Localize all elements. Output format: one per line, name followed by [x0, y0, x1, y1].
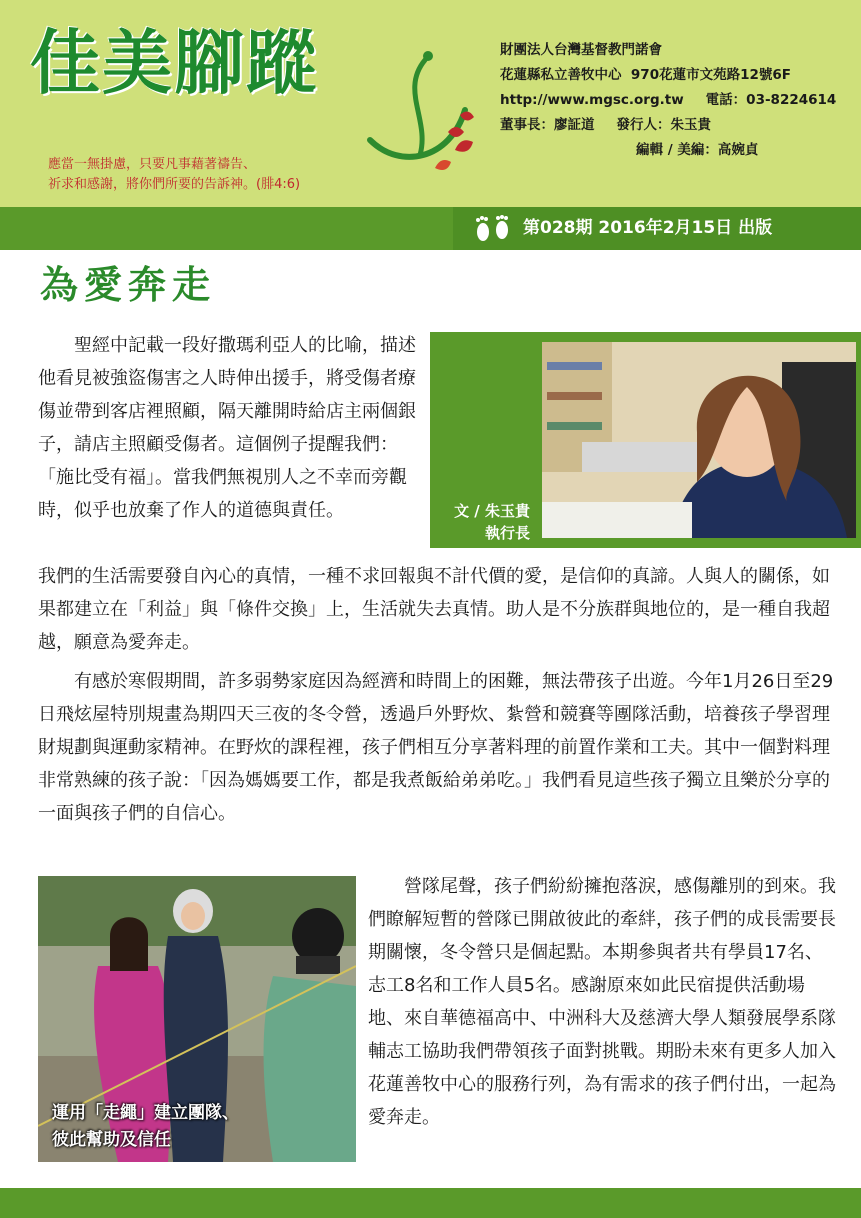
author-caption	[440, 500, 530, 544]
band-stripe	[383, 207, 391, 250]
org-name: 財團法人台灣基督教門諾會	[500, 42, 662, 58]
verse-line-1: 應當一無掛慮，只要凡事藉著禱告、	[48, 157, 257, 172]
camp-photo-caption	[52, 1100, 239, 1154]
band-stripe	[408, 207, 416, 250]
footer-band	[0, 1188, 861, 1218]
publisher: 發行人：朱玉貴	[616, 117, 711, 133]
chairman: 董事長：廖証道	[500, 117, 595, 133]
paragraph-3: 營隊尾聲，孩子們紛紛擁抱落淚，感傷離別的到來。我們瞭解短暫的營隊已開啟彼此的牽絆，孩子們的成長需要長期關懷，冬令營只是個起點。本期參與者共有學員17名、志工8名和工作人員5名。感謝原來如此民宿提供活動場地、來自華德福高中、中洲科大及慈濟大學人類發展學系隊輔志工協助我們帶領孩子面對挑戰。期盼未來有更多人加入花蓮善牧中心的服務行列，為有需求的孩子們付出，一起為愛奔走。	[368, 876, 836, 1128]
website-link[interactable]: http://www.mgsc.org.tw	[500, 92, 684, 108]
masthead-title: 佳美腳蹤	[30, 21, 318, 104]
vine-logo-icon	[360, 40, 480, 190]
camp-caption-line-1: 運用「走繩」建立團隊、	[52, 1103, 239, 1123]
editor: 編輯 / 美編：高婉貞	[636, 142, 759, 158]
camp-caption-line-2: 彼此幫助及信任	[52, 1130, 171, 1150]
scripture-verse	[48, 155, 300, 195]
author-caption-line-1: 文 / 朱玉貴	[454, 502, 530, 520]
author-caption-line-2: 執行長	[484, 524, 530, 542]
paragraph-1-continued: 我們的生活需要發自內心的真情，一種不求回報與不計代價的愛，是信仰的真諦。人與人的關係，如果都建立在「利益」與「條件交換」上，生活就失去真情。助人是不分族群與地位的，是一種自我超越，願意為愛奔走。	[38, 566, 830, 653]
paragraph-1: 聖經中記載一段好撒瑪利亞人的比喻，描述他看見被強盜傷害之人時伸出援手，將受傷者療傷並帶到客店裡照顧，隔天離開時給店主兩個銀子，請店主照顧受傷者。這個例子提醒我們：「施比受有福」。當我們無視別人之不幸而旁觀時，似乎也放棄了作人的道德與責任。	[38, 335, 416, 521]
article-title: 為愛奔走	[40, 262, 217, 307]
issue-info	[453, 207, 861, 250]
address: 970花蓮市文苑路12號6F	[630, 67, 791, 83]
band-stripe	[433, 207, 441, 250]
author-photo	[542, 342, 856, 538]
phone: 電話：03-8224614	[705, 92, 837, 108]
center-name: 花蓮縣私立善牧中心	[500, 67, 622, 83]
organization-info	[500, 38, 836, 163]
issue-label: 第028期 2016年2月15日 出版	[523, 218, 773, 238]
verse-line-2: 祈求和感謝，將你們所要的告訴神。(腓4:6)	[48, 177, 301, 192]
paragraph-2: 有感於寒假期間，許多弱勢家庭因為經濟和時間上的困難，無法帶孩子出遊。今年1月26日至29日飛炫屋特別規畫為期四天三夜的冬令營，透過戶外野炊、紮營和競賽等團隊活動，培養孩子學習理財規劃與運動家精神。在野炊的課程裡，孩子們相互分享著料理的前置作業和工夫。其中一個對料理非常熟練的孩子說：「因為媽媽要工作，都是我煮飯給弟弟吃。」我們看見這些孩子獨立且樂於分享的一面與孩子們的自信心。	[38, 671, 834, 824]
header	[0, 0, 861, 207]
footprints-icon	[471, 215, 515, 243]
